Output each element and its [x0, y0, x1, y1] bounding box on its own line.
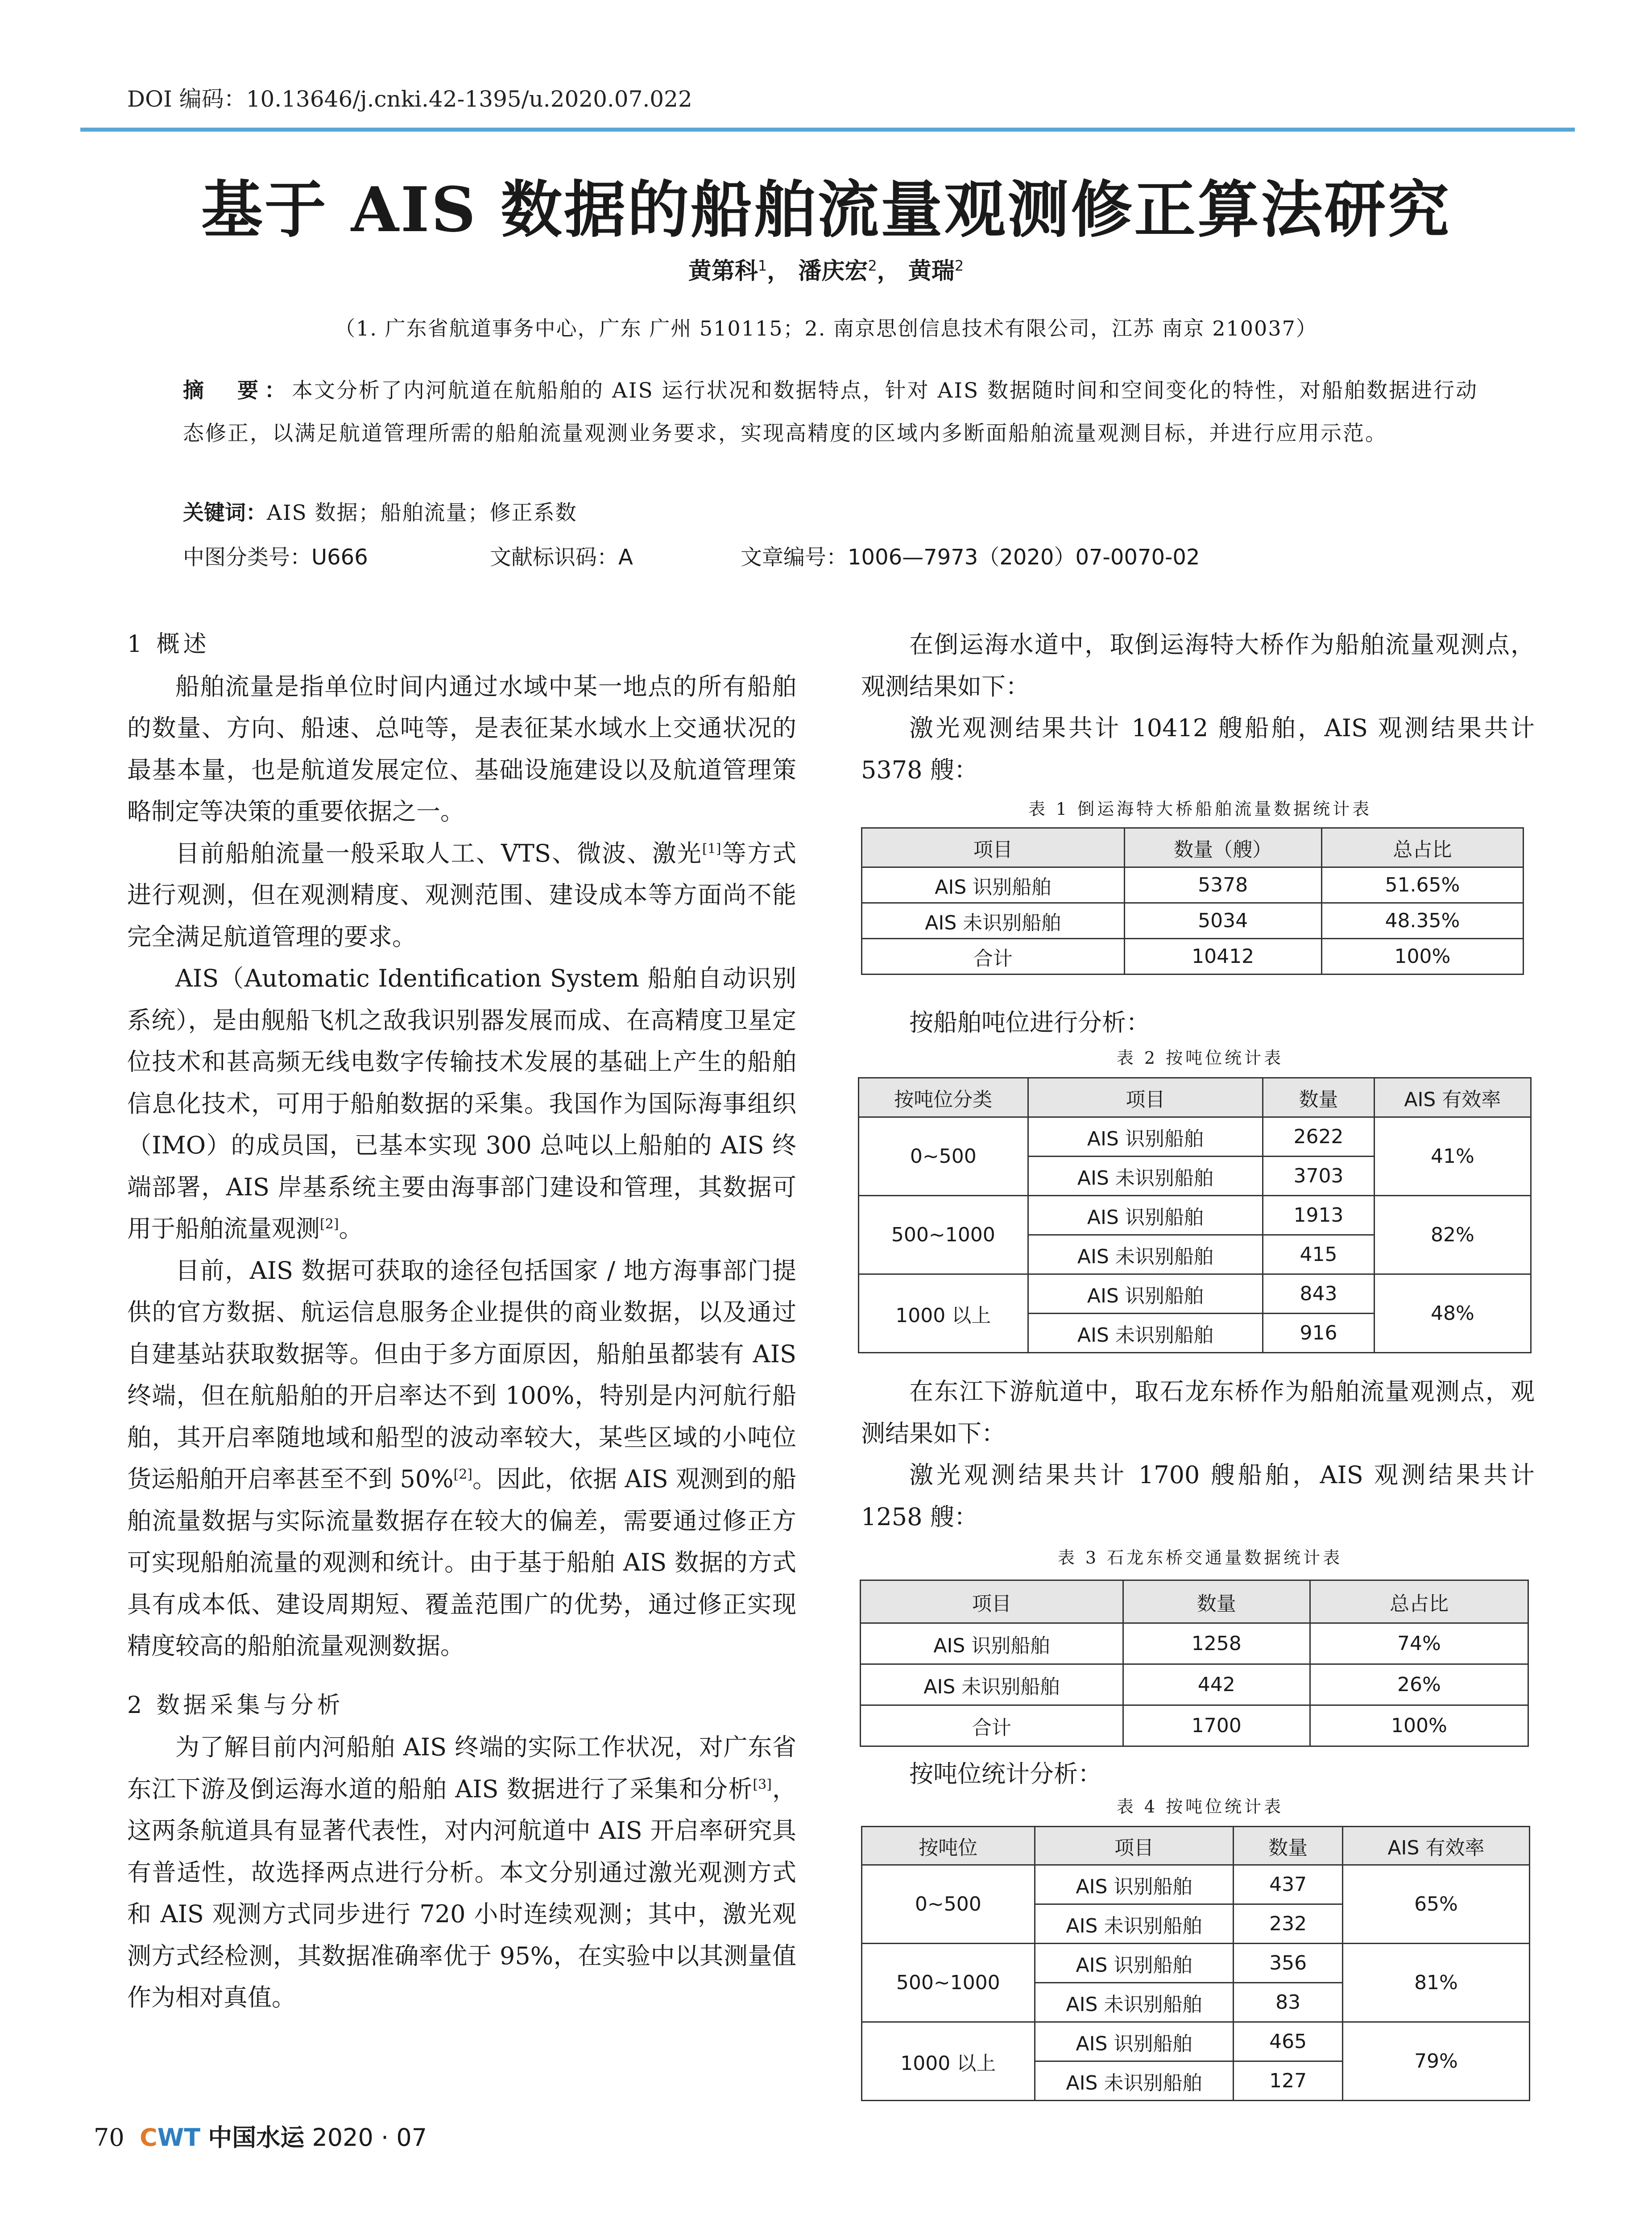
- table-header: 数量（艘）: [1124, 828, 1321, 867]
- table-header: 数量: [1234, 1827, 1343, 1865]
- paragraph: 在东江下游航道中，取石龙东桥作为船舶流量观测点，观测结果如下：: [861, 1377, 1535, 1447]
- table-cell: 2622: [1263, 1117, 1375, 1157]
- table-cell: 232: [1234, 1904, 1343, 1944]
- table-header: 项目: [1028, 1078, 1263, 1117]
- keywords-label: 关键词：: [183, 501, 267, 525]
- table-cell: 843: [1263, 1274, 1375, 1314]
- page-number: 70: [94, 2123, 124, 2152]
- table-cell: 100%: [1310, 1705, 1528, 1746]
- table-cell: AIS 未识别船舶: [1035, 1983, 1234, 2022]
- paragraph: 激光观测结果共计 10412 艘船舶，AIS 观测结果共计 5378 艘：: [861, 714, 1535, 784]
- table-cell: AIS 未识别船舶: [1035, 1904, 1234, 1944]
- table-cell: AIS 识别船舶: [1035, 2022, 1234, 2061]
- table-cell: 1000 以上: [859, 1274, 1028, 1353]
- citation[interactable]: [1]: [702, 841, 721, 857]
- citation[interactable]: [2]: [320, 1216, 339, 1232]
- table-cell: AIS 识别船舶: [1028, 1274, 1263, 1314]
- table-cell: 1700: [1123, 1705, 1310, 1746]
- table-cell: 442: [1123, 1664, 1310, 1705]
- table-header: 项目: [862, 828, 1125, 867]
- citation[interactable]: [3]: [753, 1776, 772, 1792]
- section-heading: 1 概述: [127, 631, 210, 658]
- table-cell: 48.35%: [1321, 903, 1523, 939]
- table-cell: 51.65%: [1321, 867, 1523, 903]
- table-header: 数量: [1263, 1078, 1375, 1117]
- table-cell: 74%: [1310, 1623, 1528, 1664]
- table-caption: 表 4 按吨位统计表: [1116, 1797, 1284, 1816]
- paragraph-text: AIS（Automatic Identification System 船舶自动识别系统），是由舰船飞机之敌我识别器发展而成、在高精度卫星定位技术和甚高频无线电数字传输技术发展的基础上产生的船舶信息化技术，可用于船舶数据的采集。我国作为国际海事组织（IMO）的成员国，已基本实现 300 总吨以上船舶的 AIS 终端部署，AIS 岸基系统主要由海事部门建设和管理，其数据可用于船舶流量观测: [127, 964, 796, 1243]
- clc-number: 中图分类号：U666: [183, 545, 368, 570]
- table-header: 总占比: [1321, 828, 1523, 867]
- abstract-label: 摘 要：: [183, 378, 292, 403]
- table-cell: 3703: [1263, 1157, 1375, 1196]
- table-cell: 1000 以上: [862, 2022, 1035, 2101]
- left-column: [127, 624, 796, 2019]
- section-heading: 2 数据采集与分析: [127, 1692, 344, 1719]
- table-cell: AIS 未识别船舶: [1028, 1235, 1263, 1274]
- table-row: [862, 939, 1524, 975]
- table-3: [860, 1580, 1529, 1747]
- table-row: [862, 2022, 1530, 2061]
- table-cell: 465: [1234, 2022, 1343, 2061]
- paragraph: 按吨位统计分析：: [909, 1760, 1102, 1788]
- page-footer: [94, 2119, 427, 2153]
- keywords: [183, 496, 577, 526]
- table-row: [859, 1274, 1531, 1314]
- paragraph: [127, 1726, 796, 2019]
- keywords-text: AIS 数据；船舶流量；修正系数: [267, 501, 577, 525]
- table-cell: 65%: [1342, 1865, 1529, 1944]
- table-cell: 10412: [1124, 939, 1321, 975]
- table-header: AIS 有效率: [1342, 1827, 1529, 1865]
- table-cell: 合计: [861, 1705, 1123, 1746]
- table-4: [861, 1826, 1530, 2101]
- table-cell: AIS 未识别船舶: [1028, 1314, 1263, 1353]
- table-cell: AIS 识别船舶: [861, 1623, 1123, 1664]
- author-list: 黄第科$^1$， 潘庆宏$^2$， 黄瑞$^2$: [688, 257, 964, 285]
- table-cell: 415: [1263, 1235, 1375, 1274]
- table-header: 数量: [1123, 1580, 1310, 1623]
- table-header: 项目: [861, 1580, 1123, 1623]
- table-cell: 26%: [1310, 1664, 1528, 1705]
- journal-name: 中国水运: [208, 2123, 305, 2152]
- header-rule: [80, 128, 1575, 132]
- table-cell: 5034: [1124, 903, 1321, 939]
- citation[interactable]: [2]: [453, 1467, 473, 1482]
- affiliation: （1. 广东省航道事务中心，广东 广州 510115；2. 南京思创信息技术有限公司，江苏 南京 210037）: [335, 316, 1317, 340]
- table-cell: 合计: [862, 939, 1125, 975]
- paragraph-text: 。: [339, 1215, 363, 1243]
- table-cell: AIS 识别船舶: [1028, 1196, 1263, 1235]
- table-cell: 1258: [1123, 1623, 1310, 1664]
- doi-line: DOI 编码：10.13646/j.cnki.42-1395/u.2020.07.022: [127, 86, 692, 112]
- table-cell: 500~1000: [859, 1196, 1028, 1274]
- table-header: AIS 有效率: [1374, 1078, 1531, 1117]
- table-cell: 0~500: [859, 1117, 1028, 1196]
- issue-date: 2020 · 07: [312, 2123, 427, 2152]
- table-cell: AIS 未识别船舶: [1035, 2061, 1234, 2101]
- table-cell: 0~500: [862, 1865, 1035, 1944]
- table-cell: 127: [1234, 2061, 1343, 2101]
- table-cell: AIS 识别船舶: [1035, 1865, 1234, 1904]
- paragraph: 激光观测结果共计 1700 艘船舶，AIS 观测结果共计 1258 艘：: [861, 1461, 1535, 1531]
- table-cell: 916: [1263, 1314, 1375, 1353]
- table-row: [861, 1705, 1528, 1746]
- author-affil-mark: 2: [868, 257, 877, 274]
- table-header: 按吨位: [862, 1827, 1035, 1865]
- paragraph: 船舶流量是指单位时间内通过水域中某一地点的所有船舶的数量、方向、船速、总吨等，是表征某水域水上交通状况的最基本量，也是航道发展定位、基础设施建设以及航道管理策略制定等决策的重要依据之一。: [127, 672, 796, 825]
- table-cell: 79%: [1342, 2022, 1529, 2101]
- table-header: 项目: [1035, 1827, 1234, 1865]
- table-cell: AIS 未识别船舶: [861, 1664, 1123, 1705]
- cwt-logo-wt: WT: [157, 2123, 201, 2152]
- paragraph-text: 。因此，依据 AIS 观测到的船舶流量数据与实际流量数据存在较大的偏差，需要通过修正方可实现船舶流量的观测和统计。由于基于船舶 AIS 数据的方式具有成本低、建设周期短、覆盖范围广的优势，通过修正实现精度较高的船舶流量观测数据。: [127, 1465, 797, 1660]
- table-cell: AIS 未识别船舶: [1028, 1157, 1263, 1196]
- table-row: [862, 867, 1524, 903]
- table-2: [858, 1077, 1532, 1353]
- paragraph: 按船舶吨位进行分析：: [909, 1008, 1150, 1037]
- table-header: 总占比: [1310, 1580, 1528, 1623]
- table-cell: 437: [1234, 1865, 1343, 1904]
- paragraph-text: 目前，AIS 数据可获取的途径包括国家 / 地方海事部门提供的官方数据、航运信息服务企业提供的商业数据，以及通过自建基站获取数据等。但由于多方面原因，船舶虽都装有 AIS 终端，但在航船舶的开启率达不到 100%，特别是内河航行船舶，其开启率随地域和船型的波动率较大，某些区域的小吨位货运船舶开启率甚至不到 50%: [127, 1256, 796, 1493]
- table-cell: AIS 识别船舶: [1028, 1117, 1263, 1157]
- author-name: 潘庆宏: [798, 258, 868, 285]
- author-name: 黄瑞: [908, 258, 955, 285]
- article-title: 基于 AIS 数据的船舶流量观测修正算法研究: [201, 173, 1451, 246]
- author-name: 黄第科: [688, 258, 758, 285]
- paragraph: [127, 958, 796, 1250]
- table-row: [859, 1196, 1531, 1235]
- cwt-logo: [140, 2123, 200, 2152]
- table-cell: 41%: [1374, 1117, 1531, 1196]
- table-cell: AIS 未识别船舶: [862, 903, 1125, 939]
- table-caption: 表 1 倒运海特大桥船舶流量数据统计表: [1028, 799, 1372, 819]
- article-number: 文章编号：1006—7973（2020）07-0070-02: [741, 545, 1200, 570]
- abstract: [183, 369, 1490, 455]
- table-cell: 83: [1234, 1983, 1343, 2022]
- document-code: 文献标识码：A: [490, 545, 633, 570]
- paragraph-text: 目前船舶流量一般采取人工、VTS、微波、激光: [175, 839, 703, 867]
- table-cell: 356: [1234, 1944, 1343, 1983]
- paragraph-text: 为了解目前内河船舶 AIS 终端的实际工作状况，对广东省东江下游及倒运海水道的船舶 AIS 数据进行了采集和分析: [127, 1733, 796, 1803]
- table-cell: 5378: [1124, 867, 1321, 903]
- author-affil-mark: 2: [954, 257, 964, 274]
- table-caption: 表 2 按吨位统计表: [1116, 1048, 1284, 1068]
- table-cell: 81%: [1342, 1944, 1529, 2022]
- table-row: [862, 1865, 1530, 1904]
- paragraph: [127, 833, 796, 958]
- paragraph: 在倒运海水道中，取倒运海特大桥作为船舶流量观测点，观测结果如下：: [861, 630, 1535, 701]
- paragraph: [127, 1250, 796, 1667]
- abstract-text: 本文分析了内河航道在航船舶的 AIS 运行状况和数据特点，针对 AIS 数据随时间和空间变化的特性，对船舶数据进行动态修正，以满足航道管理所需的船舶流量观测业务要求，实现高精度的区域内多断面船舶流量观测目标，并进行应用示范。: [183, 378, 1478, 446]
- author-affil-mark: 1: [758, 257, 767, 274]
- table-1: [861, 827, 1524, 975]
- paragraph-text: ，这两条航道具有显著代表性，对内河航道中 AIS 开启率研究具有普适性，故选择两点进行分析。本文分别通过激光观测方式和 AIS 观测方式同步进行 720 小时连续观测；其中，激光观测方式经检测，其数据准确率优于 95%，在实验中以其测量值作为相对真值。: [127, 1775, 797, 2011]
- table-cell: 48%: [1374, 1274, 1531, 1353]
- table-row: [861, 1664, 1528, 1705]
- table-row: [862, 1944, 1530, 1983]
- table-caption: 表 3 石龙东桥交通量数据统计表: [1057, 1548, 1343, 1568]
- table-row: [859, 1117, 1531, 1157]
- table-cell: AIS 识别船舶: [1035, 1944, 1234, 1983]
- paragraph-text: 等方式进行观测，但在观测精度、观测范围、建设成本等方面尚不能完全满足航道管理的要求。: [127, 839, 797, 951]
- table-cell: 500~1000: [862, 1944, 1035, 2022]
- table-cell: 1913: [1263, 1196, 1375, 1235]
- table-cell: AIS 识别船舶: [862, 867, 1125, 903]
- table-header: 按吨位分类: [859, 1078, 1028, 1117]
- table-row: [861, 1623, 1528, 1664]
- cwt-logo-c: C: [140, 2123, 157, 2152]
- table-cell: 100%: [1321, 939, 1523, 975]
- table-row: [862, 903, 1524, 939]
- table-cell: 82%: [1374, 1196, 1531, 1274]
